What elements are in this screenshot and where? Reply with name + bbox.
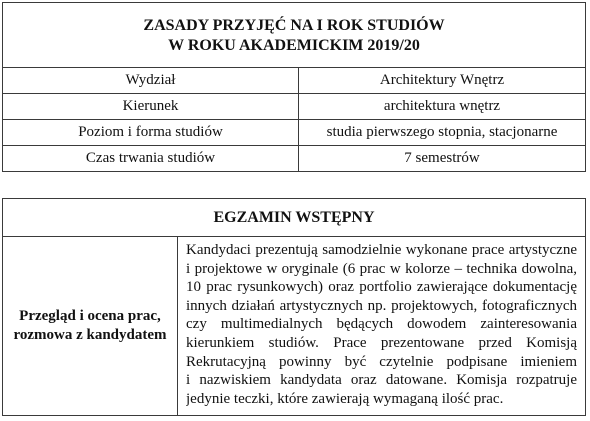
exam-method — [3, 237, 178, 416]
description-line: Kandydaci prezentują samodzielnie wykonane prace artystyczne — [186, 242, 577, 258]
info-label: Poziom i forma studiów — [3, 120, 299, 146]
description-line: 10 prac rysunkowych) oraz portfolio zawierające dokumentację — [186, 279, 577, 296]
description-line: i projektowe w oryginale (6 prac w kolorze – technika dowolna, — [186, 260, 577, 277]
info-label: Czas trwania studiów — [3, 146, 299, 172]
info-value: Architektury Wnętrz — [299, 68, 586, 94]
info-value: architektura wnętrz — [299, 94, 586, 120]
description-line: czy multimedialnych będących dowodem zainteresowania — [186, 316, 577, 333]
exam-description — [178, 237, 586, 416]
entrance-exam-table — [2, 198, 586, 416]
info-label: Wydział — [3, 68, 299, 94]
info-value: studia pierwszego stopnia, stacjonarne — [299, 120, 586, 146]
description-line: jedynie teczki, które zawierają wymaganą ilość prac. — [186, 390, 504, 407]
exam-heading: EGZAMIN WSTĘPNY — [3, 199, 586, 237]
exam-method-line-2: rozmowa z kandydatem — [13, 327, 167, 343]
description-line: i nazwiskiem kandydata oraz datowane. Komisja rozpatruje — [186, 372, 577, 389]
info-row-field-of-study — [3, 94, 586, 120]
document-title — [3, 3, 586, 68]
description-line: innych działań artystycznych np. projektowych, fotograficznych — [186, 297, 577, 314]
title-line-1: ZASADY PRZYJĘĆ NA I ROK STUDIÓW — [143, 17, 445, 34]
description-line: kierunkiem studiów. Prace prezentowane przed Komisją — [186, 334, 577, 351]
info-value: 7 semestrów — [299, 146, 586, 172]
exam-method-line-1: Przegląd i ocena prac, — [19, 308, 161, 324]
info-row-faculty — [3, 68, 586, 94]
info-label: Kierunek — [3, 94, 299, 120]
info-row-duration — [3, 146, 586, 172]
description-line: Rekrutacyjną powinny być czytelnie podpisane imieniem — [186, 353, 577, 370]
title-line-2: W ROKU AKADEMICKIM 2019/20 — [168, 37, 420, 54]
admission-info-table — [2, 2, 586, 172]
info-row-level-and-form — [3, 120, 586, 146]
